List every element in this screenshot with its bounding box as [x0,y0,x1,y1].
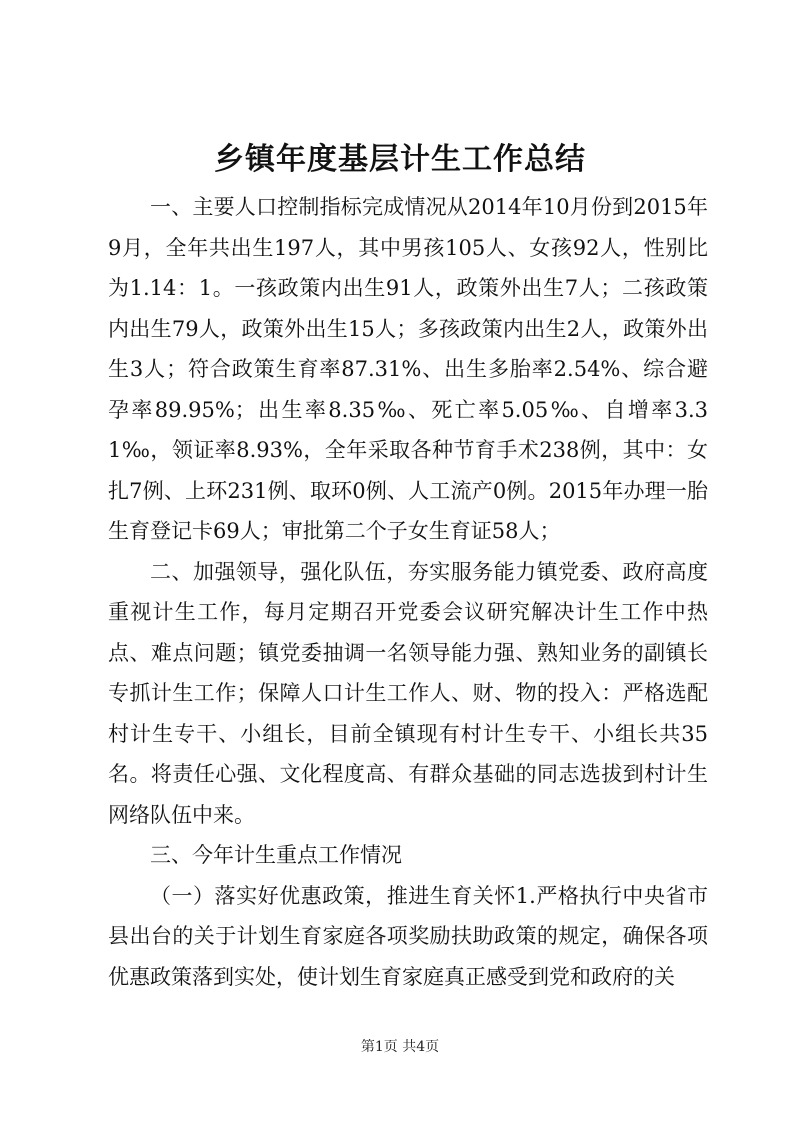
paragraph-population-indicators: 一、主要人口控制指标完成情况从2014年10月份到2015年9月，全年共出生197人，其中男孩105人、女孩92人，性别比为1.14：1。一孩政策内出生91人，政策外出生7人；二孩政策内出生79人，政策外出生15人；多孩政策内出生2人，政策外出生3人；符合政策生育率87.31%、出生多胎率2.54%、综合避孕率89.95%；出生率8.35‰、死亡率5.05‰、自增率3.31‰，领证率8.93%，全年采取各种节育手术238例，其中：女扎7例、上环231例、取环0例、人工流产0例。2015年办理一胎生育登记卡69人；审批第二个子女生育证58人； [108,195,708,543]
page-number-footer: 第1页 共4页 [360,1039,440,1055]
paragraph-preferential-policy: （一）落实好优惠政策，推进生育关怀1.严格执行中央省市县出台的关于计划生育家庭各项奖励扶助政策的规定，确保各项优惠政策落到实处，使计划生育家庭真正感受到党和政府的关 [108,883,708,989]
paragraph-leadership: 二、加强领导，强化队伍，夯实服务能力镇党委、政府高度重视计生工作，每月定期召开党委会议研究解决计生工作中热点、难点问题；镇党委抽调一名领导能力强、熟知业务的副镇长专抓计生工作；保障人口计生工作人、财、物的投入：严格选配村计生专干、小组长，目前全镇现有村计生专干、小组长共35名。将责任心强、文化程度高、有群众基础的同志选拔到村计生网络队伍中来。 [108,559,708,827]
paragraph-section-heading: 三、今年计生重点工作情况 [150,843,402,867]
document-title: 乡镇年度基层计生工作总结 [214,142,586,177]
document-body [108,187,708,997]
